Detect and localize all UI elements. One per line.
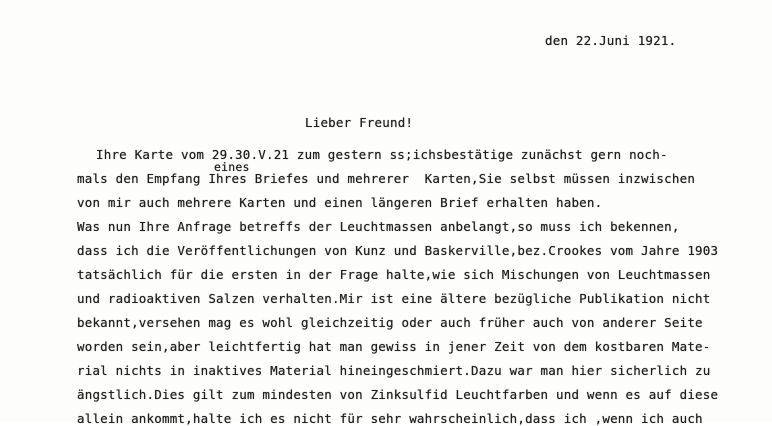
body-line-12: allein ankommt,halte ich es nicht für sehr wahrscheinlich,dass ich ,wenn ich auch bbox=[77, 411, 703, 426]
body-line-7: und radioaktiven Salzen verhalten.Mir ist eine ältere bezügliche Publikation nicht bbox=[77, 291, 711, 306]
body-line-6: tatsächlich für die ersten in der Frage halte,wie sich Mischungen von Leuchtmassen bbox=[77, 267, 711, 282]
letter-date: den 22.Juni 1921. bbox=[545, 33, 677, 48]
body-line-2: mals den Empfang Ihres Briefes und mehrerer Karten,Sie selbst müssen inzwischen bbox=[77, 171, 696, 186]
body-line-4: Was nun Ihre Anfrage betreffs der Leuchtmassen anbelangt,so muss ich bekennen, bbox=[77, 219, 680, 234]
body-line-10: rial nichts in inaktives Material hineingeschmiert.Dazu war man hier sicherlich zu bbox=[77, 363, 711, 378]
body-line-9: worden sein,aber leichtfertig hat man gewiss in jener Zeit von dem kostbaren Mate- bbox=[77, 339, 711, 354]
body-line-11: ängstlich.Dies gilt zum mindesten von Zinksulfid Leuchtfarben und wenn es auf diese bbox=[77, 387, 719, 402]
letter-salutation: Lieber Freund! bbox=[305, 115, 414, 130]
body-line-5: dass ich die Veröffentlichungen von Kunz und Baskerville,bez.Crookes vom Jahre 1903 bbox=[77, 243, 719, 258]
insert-above-line: eines bbox=[214, 160, 250, 174]
body-line-1: Ihre Karte vom 29.30.V.21 zum gestern ss;ichsbestätige zunächst gern noch- bbox=[96, 147, 668, 162]
body-line-3: von mir auch mehrere Karten und einen längeren Brief erhalten haben. bbox=[77, 195, 603, 210]
body-line-8: bekannt,versehen mag es wohl gleichzeitig oder auch früher auch von anderer Seite bbox=[77, 315, 703, 330]
